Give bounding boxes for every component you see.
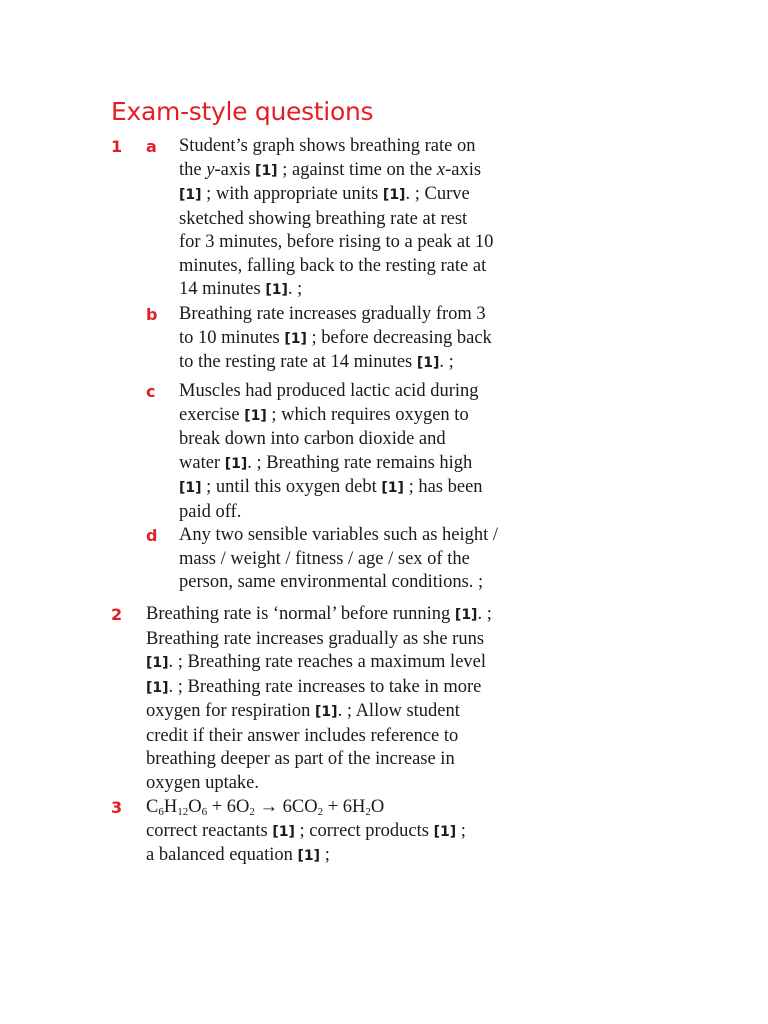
question-number: 2 bbox=[111, 605, 123, 624]
question-number: 1 bbox=[111, 137, 123, 156]
mark-allocation: [1] bbox=[382, 187, 406, 203]
answer-1b bbox=[179, 303, 492, 376]
mark-allocation: [1] bbox=[433, 823, 457, 840]
mark-allocation: [1] bbox=[315, 704, 338, 720]
text-line: [1] ; with appropriate units [1]. ; Curve bbox=[179, 184, 470, 204]
mark-allocation: [1] bbox=[297, 848, 321, 864]
question-number: 3 bbox=[111, 798, 123, 817]
part-label: d bbox=[146, 526, 158, 545]
text-line: Muscles had produced lactic acid during bbox=[179, 381, 479, 401]
text-line: credit if their answer includes reference to bbox=[146, 725, 459, 746]
part-label: a bbox=[146, 137, 157, 156]
mark-allocation: [1] bbox=[272, 823, 295, 840]
section-heading: Exam-style questions bbox=[111, 97, 374, 126]
text-line: 14 minutes [1]. ; bbox=[179, 279, 303, 299]
mark-allocation: [1] bbox=[224, 455, 248, 472]
text-line: break down into carbon dioxide and bbox=[179, 429, 446, 449]
text-line: for 3 minutes, before rising to a peak at 10 bbox=[179, 232, 494, 252]
text-line: exercise [1] ; which requires oxygen to bbox=[179, 404, 469, 425]
mark-allocation: [1] bbox=[454, 607, 478, 623]
text-line: oxygen for respiration [1]. ; Allow student bbox=[146, 701, 460, 721]
answer-1c bbox=[179, 380, 483, 524]
mark-allocation: [1] bbox=[179, 187, 202, 203]
answer-1d bbox=[179, 524, 498, 595]
text-line: $C_6H_{12}O_6 + 6O_2 \to 6CO_2 + 6H_2O$ bbox=[146, 797, 385, 818]
mark-allocation: [1] bbox=[146, 679, 169, 696]
mark-allocation: [1] bbox=[284, 330, 307, 347]
text-line: to 10 minutes [1] ; before decreasing back bbox=[179, 327, 492, 348]
mark-allocation: [1] bbox=[146, 655, 169, 671]
text-line: Student’s graph shows breathing rate on bbox=[179, 136, 476, 156]
text-line: [1]. ; Breathing rate reaches a maximum level bbox=[146, 652, 487, 672]
text-line: mass / weight / fitness / age / sex of the bbox=[179, 548, 470, 569]
text-line: Breathing rate increases gradually as she runs bbox=[146, 628, 485, 649]
text-line: to the resting rate at 14 minutes [1]. ; bbox=[179, 352, 454, 372]
text-line: Any two sensible variables such as height / bbox=[179, 525, 499, 545]
text-line: correct reactants [1] ; correct products [1] ; bbox=[146, 820, 466, 841]
text-line: a balanced equation [1] ; bbox=[146, 845, 330, 865]
mark-allocation: [1] bbox=[179, 480, 202, 496]
text-line: oxygen uptake. bbox=[146, 772, 260, 793]
text-line: breathing deeper as part of the increase in bbox=[146, 749, 455, 769]
answer-3 bbox=[146, 796, 466, 869]
text-line: Breathing rate increases gradually from 3 bbox=[179, 304, 486, 324]
part-label: b bbox=[146, 305, 158, 324]
text-line: [1] ; until this oxygen debt [1] ; has been bbox=[179, 477, 483, 497]
text-line: the y-axis [1] ; against time on the x-axis bbox=[179, 159, 482, 180]
answer-2 bbox=[146, 603, 492, 795]
text-line: paid off. bbox=[179, 501, 242, 522]
answer-1a bbox=[179, 135, 493, 303]
mark-allocation: [1] bbox=[265, 282, 288, 298]
mark-allocation: [1] bbox=[255, 162, 278, 179]
mark-allocation: [1] bbox=[381, 480, 404, 496]
part-label: c bbox=[146, 382, 156, 401]
text-line: sketched showing breathing rate at rest bbox=[179, 208, 468, 229]
text-line: minutes, falling back to the resting rate at bbox=[179, 255, 487, 276]
mark-allocation: [1] bbox=[416, 355, 440, 371]
text-line: water [1]. ; Breathing rate remains high bbox=[179, 452, 473, 473]
mark-allocation: [1] bbox=[244, 407, 267, 424]
text-line: person, same environmental conditions. ; bbox=[179, 572, 484, 592]
text-line: [1]. ; Breathing rate increases to take in more bbox=[146, 676, 482, 697]
text-line: Breathing rate is ‘normal’ before running [1]. ; bbox=[146, 604, 492, 624]
